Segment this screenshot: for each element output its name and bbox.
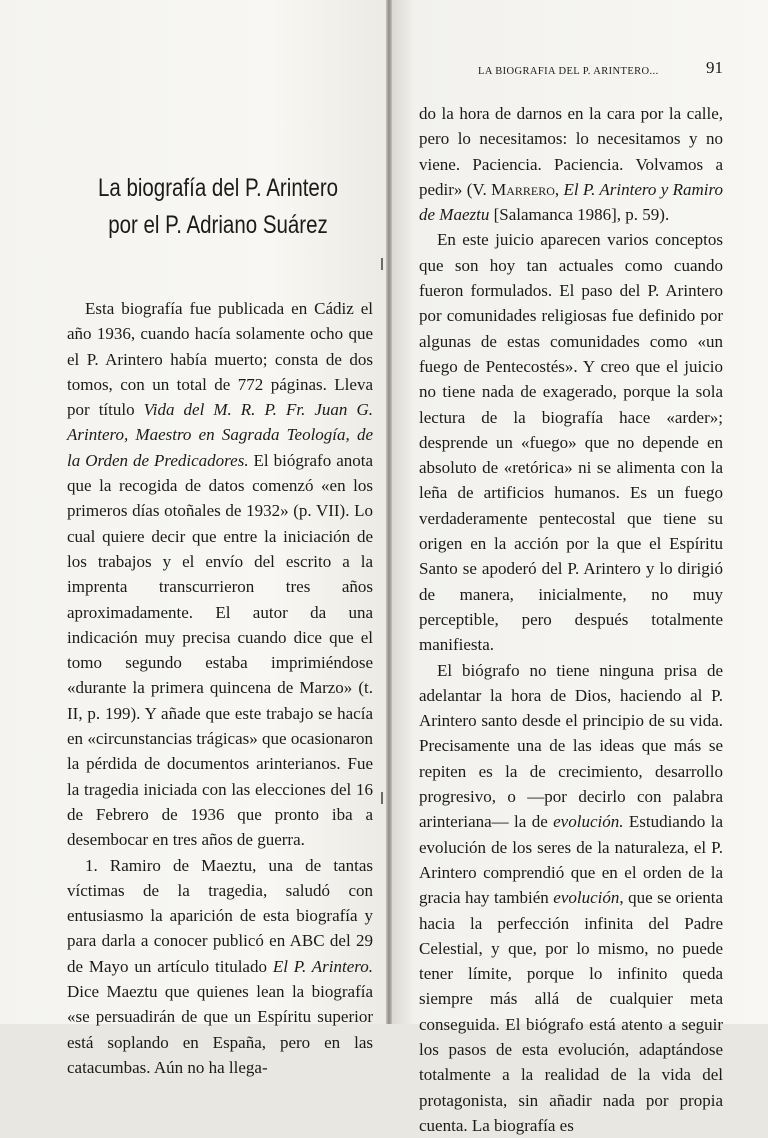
- margin-mark: [381, 792, 383, 804]
- right-p3-text-e: , que se orienta hacia la perfección infinita del Padre Celestial, y que, por lo mismo, no puede tener límite, porque lo infinito queda siempre más allá de cualquier meta conseguida. El biógrafo está atento a seguir los pasos de esta evolución, adaptándose totalmente a la realidad de la vida del protagonista, sin añadir nada por propia cuenta. La biografía es: [419, 888, 724, 1135]
- right-p3-term-evolucion: evolución.: [553, 812, 624, 832]
- left-page-text: [67, 296, 373, 1080]
- chapter-title: [88, 170, 347, 244]
- right-paragraph-3: [419, 658, 723, 1138]
- left-p1-book-title: Vida del M. R. P. Fr. Juan G. Arintero, Maestro en Sagrada Teología, de la Orden de Predicadores.: [67, 400, 373, 470]
- right-paragraph-1: [419, 101, 723, 227]
- left-p2-article-title: El P. Arintero.: [272, 956, 373, 976]
- margin-mark: [381, 258, 383, 270]
- right-p1-text-c: ,: [554, 179, 564, 199]
- chapter-title-line-1: La biografía del P. Arintero: [97, 174, 339, 202]
- right-p1-text-e: [Salamanca 1986], p. 59).: [489, 205, 670, 225]
- left-p1-text-a: Esta biografía fue publicada en Cádiz el año 1936, cuando hacía solamente ocho que el P. Arintero había muerto; consta de dos tomos, con un total de 772 páginas. Lleva por título: [67, 299, 373, 420]
- right-paragraph-2: En este juicio aparecen varios conceptos que son hoy tan actuales como cuando fueron formulados. El paso del P. Arintero por comunidades religiosas fue definido por algunas de estas comunidades como «un fuego de Pentecostés». Y creo que el juicio no tiene nada de exagerado, porque la sola lectura de la biografía hace «arder»; desprende un «fuego» que no depende en absoluto de «retórica» ni se alimenta con la leña de artificios humanos. Es un fuego verdaderamente pentecostal que tiene su origen en la acción por la que el Espíritu Santo se apoderó del P. Arintero y lo dirigió de manera, inicialmente, no muy perceptible, pero después totalmente manifiesta.: [419, 230, 723, 655]
- left-p2-text-a: 1. Ramiro de Maeztu, una de tantas víctimas de la tragedia, saludó con entusiasmo la aparición de esta biografía y para darla a conocer publicó en ABC del 29 de Mayo un artículo titulado: [67, 855, 373, 976]
- left-p2-text-c: Dice Maeztu que quienes lean la biografía «se persuadirán de que un Espíritu superior está soplando en España, pero en las catacumbas. Aún no ha llega-: [67, 982, 373, 1077]
- right-p1-text-a: do la hora de darnos en la cara por la calle, pero lo necesitamos: lo necesitamos y no viene. Paciencia. Paciencia. Volvamos a pedir» (V.: [419, 104, 723, 199]
- left-paragraph-2: [67, 853, 373, 1081]
- running-head: LA BIOGRAFIA DEL P. ARINTERO...: [478, 66, 659, 77]
- right-p1-author: Marrero: [491, 179, 555, 199]
- right-p3-term-evolucion-2: evolución: [553, 888, 620, 908]
- right-p3-text-c: Estudiando la evolución de los seres de la naturaleza, el P. Arintero comprendió que en el orden de la gracia hay también: [419, 812, 723, 908]
- book-gutter: [386, 0, 392, 1024]
- left-paragraph-1: [67, 296, 373, 853]
- left-p1-text-c: El biógrafo anota que la recogida de datos comenzó «en los primeros días otoñales de 1932» (p. VII). Lo cual quiere decir que entre la iniciación de los trabajos y el envío del escrito a la imprenta transcurrieron tres años aproximadamente. El autor da una indicación muy precisa cuando dice que el tomo segundo estaba imprimiéndose «durante la primera quincena de Marzo» (t. II, p. 199). Y añade que este trabajo se hacía en «circunstancias trágicas» que ocasionaron la pérdida de documentos arinterianos. Fue la tragedia iniciada con las elecciones del 16 de Febrero de 1936 que pronto iba a desembocar en tres años de guerra.: [67, 450, 374, 850]
- page-number: 91: [706, 58, 723, 77]
- chapter-title-line-2: por el P. Adriano Suárez: [108, 211, 328, 239]
- right-p1-book-title: El P. Arintero y Ramiro de Maeztu: [419, 179, 723, 225]
- right-p3-text-a: El biógrafo no tiene ninguna prisa de adelantar la hora de Dios, haciendo al P. Arintero santo desde el principio de su vida. Precisamente una de las ideas que más se repiten es la de crecimiento, desarrollo progresivo, o —por decirlo con palabra arinteriana— la de: [419, 660, 723, 832]
- right-page-text: [419, 101, 723, 1138]
